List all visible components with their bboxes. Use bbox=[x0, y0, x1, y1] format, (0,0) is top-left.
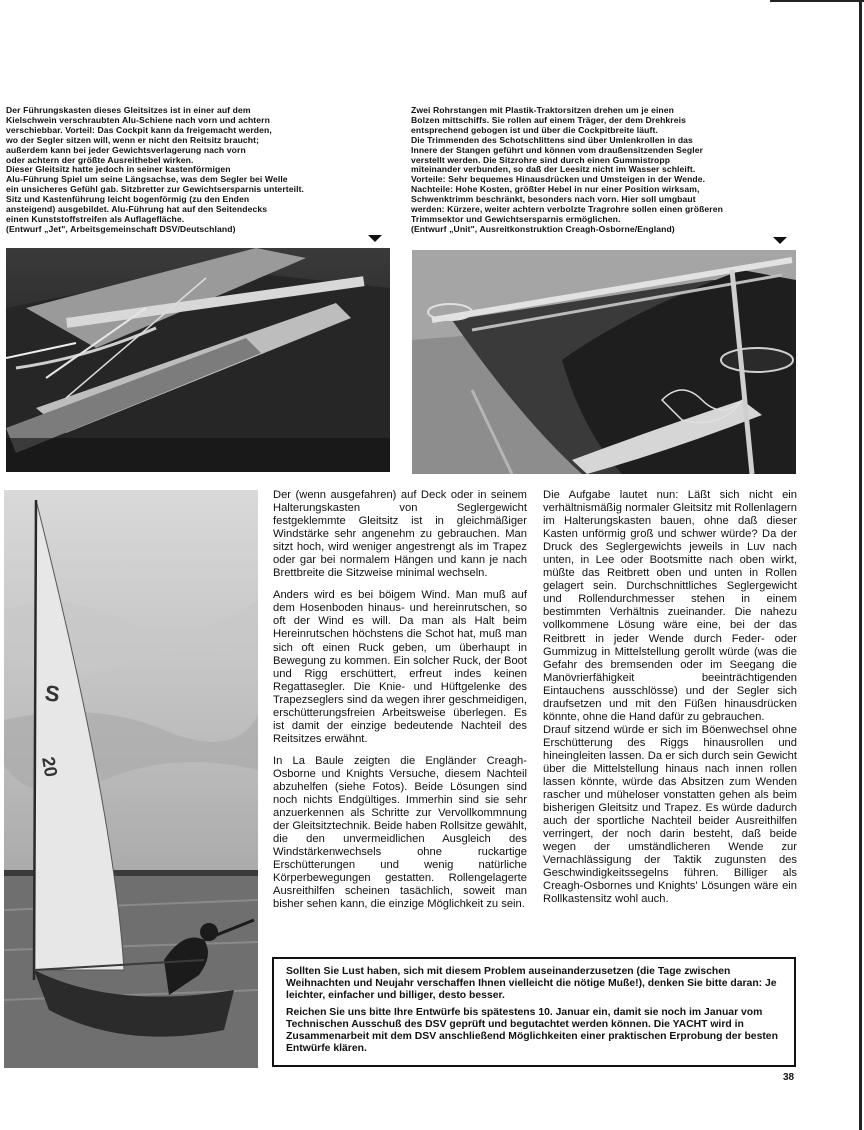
page-number: 38 bbox=[783, 1072, 795, 1083]
callout-paragraph-2: Reichen Sie uns bitte Ihre Entwürfe bis spätestens 10. Januar ein, damit sie noch im Januar vom Technischen Ausschuß des DSV geprüft und begutachtet werden können. Die YACHT wird in Zusammenarbeit mit dem DSV anschließend Möglichkeiten einer praktischen Erprobung der besten Entwürfe klären. bbox=[286, 1006, 778, 1055]
caption-marker-left bbox=[368, 235, 382, 242]
article-paragraph-3: In La Baule zeigten die Engländer Creagh-Osborne und Knights Versuche, diesem Nachteil abzuhelfen (siehe Fotos). Beide Lösungen sind noch nichts Endgültiges. Immerhin sind sie sehr anzuerkennen als Schritte zur Vervollkommnung der Gleitsitztechnik. Beide haben Rollsitze gewählt, die den unvermeidlichen Ausgleich des Windstärkenwechsels ohne ruckartige Erschütterungen und wenig natürliche Körperbewegungen gestatten. Rollengelagerte Ausreithilfen scheinen tasächlich, soweit man bisher sehen kann, die einzige Möglichkeit zu sein. bbox=[273, 754, 527, 911]
contest-callout-box bbox=[272, 957, 796, 1067]
caption-marker-right bbox=[773, 237, 787, 244]
article-paragraph-4: Die Aufgabe lautet nun: Läßt sich nicht ein verhältnismäßig normaler Gleitsitz mit Rollenlagern im Halterungskasten bauen, ohne daß dieser Kasten unförmig groß und schwer würde? Da der Druck des Seglergewichts jeweils in Luv nach unten, in Lee oder Bootsmitte nach oben wirkt, müßte das Reitbrett oben und unten in Rollen gelagert sein. Durchschnittliches Seglergewicht und Rollendurchmesser stehen in einem bestimmten Verhältnis zueinander. Die nahezu vollkommene Lösung wäre eine, bei der das Reitbrett in jeder Wende durch Feder- oder Gummizug in Mittelstellung gerollt würde (was die Gefahr des bremsenden oder im Seegang die Manövrierfähigkeit beeinträchtigenden Eintauchens ausschlösse) und der Segler sich draufsetzen und mit den Füßen hinausdrücken könnte, ohne die Hand dafür zu gebrauchen. bbox=[543, 489, 797, 723]
photo-sailing-dinghy bbox=[4, 490, 258, 1068]
page-border-top bbox=[770, 0, 864, 2]
photo-unit-seat bbox=[412, 250, 796, 474]
callout-paragraph-1: Sollten Sie Lust haben, sich mit diesem Problem auseinanderzusetzen (die Tage zwischen Weihnachten und Neujahr verschaffen Ihnen vielleicht die nötige Muße!), denken Sie bitte daran: Je leichter, einfacher und billiger, desto besser. bbox=[286, 966, 777, 1002]
article-column-middle bbox=[273, 489, 527, 920]
caption-unit-design: Zwei Rohrstangen mit Plastik-Traktorsitzen drehen um je einen Bolzen mittschiffs. Sie rollen auf einem Träger, der dem Drehkreis entsprechend gebogen ist und über die Cockpitbreite läuft. Die Trimmenden des Schotschlittens sind über Umlenkrollen in das Innere der Stangen geführt und können vom draußensitzenden Segler verstellt werden. Die Sitzrohre sind durch einen Gummistropp miteinander verbunden, so daß der Leesitz nicht im Wasser schleift. Vorteile: Sehr bequemes Hinausdrücken und Umsteigen in der Wende. Nachteile: Hohe Kosten, größter Hebel in nur einer Position wirksam, Schwenktrimm beschränkt, besonders nach vorn. Hier soll umgbaut werden: Kürzere, weiter achtern verbolzte Tragrohre sollen einen größeren Trimmsektor und Gewichtsersparnis ermöglichen. (Entwurf „Unit", Ausreitkonstruktion Creagh-Osborne/England) bbox=[411, 105, 723, 234]
sail-number: 20 bbox=[38, 755, 62, 779]
article-paragraph-5: Drauf sitzend würde er sich im Böenwechsel ohne Erschütterung des Riggs hinausrollen und hineingleiten lassen. Da er sich durch sein Gewicht über die Mittelstellung hinaus nach innen rollen lassen könnte, würde das Absitzen zum Wenden rascher und müheloser vonstatten gehen als beim bisherigen Gleitsitz und Trapez. Es würde dadurch auch der sportliche Nachteil beider Ausreithilfen verringert, der noch darin besteht, daß beide wegen der umständlicheren Wende zur Vernachlässigung der Taktik zugunsten des Geschwindigkeitssegelns führen. Billiger als Creagh-Osbornes und Knights' Lösungen wäre ein Rollkastensitz wohl auch. bbox=[543, 723, 797, 906]
sail-letter: S bbox=[43, 680, 62, 707]
photo-jet-seat bbox=[6, 248, 390, 472]
caption-jet-design: Der Führungskasten dieses Gleitsitzes ist in einer auf dem Kielschwein verschraubten Alu-Schiene nach vorn und achtern verschiebbar. Vorteil: Das Cockpit kann da freigemacht werden, wo der Segler sitzen will, wenn er nicht den Reitsitz braucht; außerdem kann bei jeder Gewichtsverlagerung nach vorn oder achtern der größte Ausreithebel wirken. Dieser Gleitsitz hatte jedoch in seiner kastenförmigen Alu-Führung Spiel um seine Längsachse, was dem Segler bei Welle ein unsicheres Gefühl gab. Sitzbretter zur Gewichtsersparnis unterteilt. Sitz und Kastenführung leicht bogenförmig (zu den Enden ansteigend) ausgebildet. Alu-Führung hat auf den Seitendecks einen Kunststoffstreifen als Auflagefläche. (Entwurf „Jet", Arbeitsgemeinschaft DSV/Deutschland) bbox=[6, 105, 305, 234]
article-paragraph-1: Der (wenn ausgefahren) auf Deck oder in seinem Halterungskasten von Seglergewicht festgeklemmte Gleitsitz ist in gleichmäßiger Windstärke sehr angenehm zu gebrauchen. Man sitzt hoch, wird weniger angestrengt als im Trapez oder gar bei normalem Hängen und kann je nach Brettbreite die Sitzweise minimal wechseln. bbox=[273, 489, 527, 580]
page-border-right bbox=[859, 0, 862, 1130]
article-paragraph-2: Anders wird es bei böigem Wind. Man muß auf dem Hosenboden hinaus- und hereinrutschen, so oft der Wind es will. Da man als Halt beim Hereinrutschen höchstens die Schot hat, muß man sich oft einen Ruck geben, um überhaupt in Bewegung zu kommen. Ein solcher Ruck, der Boot und Rigg erschüttert, erfreut indes keinen Regattasegler. Die Knie- und Hüftgelenke des Trapezseglers sind da wegen ihrer geschmeidigen, erschütterungsfreien Arbeitsweise überlegen. Es ist damit der einzige bedeutende Nachteil des Reitsitzes erwähnt. bbox=[273, 589, 527, 745]
article-column-right bbox=[543, 489, 797, 916]
